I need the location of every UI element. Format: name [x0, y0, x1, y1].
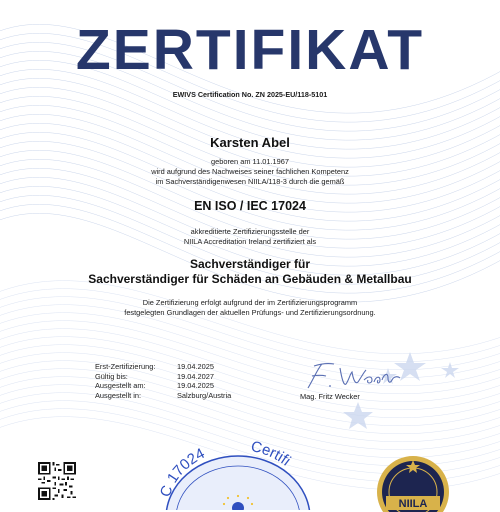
- date-label: Ausgestellt am:: [95, 381, 146, 391]
- handwritten-signature: [300, 358, 410, 392]
- date-row: [95, 362, 231, 372]
- date-row: [95, 381, 231, 391]
- certification-number: EWIVS Certification No. ZN 2025-EU/118-5101: [172, 90, 328, 99]
- standard-title: EN ISO / IEC 17024: [194, 199, 306, 213]
- dates-table: [95, 362, 231, 400]
- competence-line: wird aufgrund des Nachweises seiner fachlichen Kompetenz: [151, 167, 349, 176]
- qualification-line1: Sachverständiger für: [189, 257, 311, 271]
- signatory-name: Mag. Fritz Wecker: [300, 392, 360, 401]
- birth-date-line: geboren am 11.01.1967: [211, 157, 289, 166]
- date-row: [95, 372, 231, 382]
- qr-code-icon: [38, 462, 76, 500]
- basis-line1: Die Zertifizierung erfolgt aufgrund der im Zertifizierungsprogramm: [142, 298, 358, 307]
- seal-text-left: C 17024: [156, 445, 208, 500]
- holder-name: Karsten Abel: [210, 135, 290, 150]
- badge-text: NIILA: [398, 498, 428, 510]
- date-value: 19.04.2025: [177, 381, 214, 391]
- seal-text-right: Certifi: [249, 440, 294, 470]
- date-label: Gültig bis:: [95, 371, 128, 381]
- accreditation-body-line: NIILA Accreditation Ireland zertifiziert als: [183, 237, 317, 246]
- date-label: Erst-Zertifizierung:: [95, 362, 156, 371]
- basis-line2: festgelegten Grundlagen der aktuellen Prüfungs- und Zertifizierungsordnung.: [124, 308, 376, 317]
- date-value: 19.04.2025: [177, 362, 214, 371]
- date-value: Salzburg/Austria: [177, 390, 232, 400]
- qualification-line2: Sachverständiger für Schäden an Gebäuden & Metallbau: [88, 272, 412, 286]
- certificate-title: ZERTIFIKAT: [75, 18, 425, 82]
- field-line: im Sachverständigenwesen NIILA/118-3 durch die gemäß: [155, 177, 345, 186]
- date-row: [95, 391, 231, 401]
- accreditation-line: akkreditierte Zertifizierungsstelle der: [190, 227, 310, 236]
- date-value: 19.04.2027: [177, 371, 214, 381]
- date-label: Ausgestellt in:: [95, 390, 142, 400]
- qualification: [0, 257, 500, 287]
- niila-badge-icon: [372, 452, 454, 512]
